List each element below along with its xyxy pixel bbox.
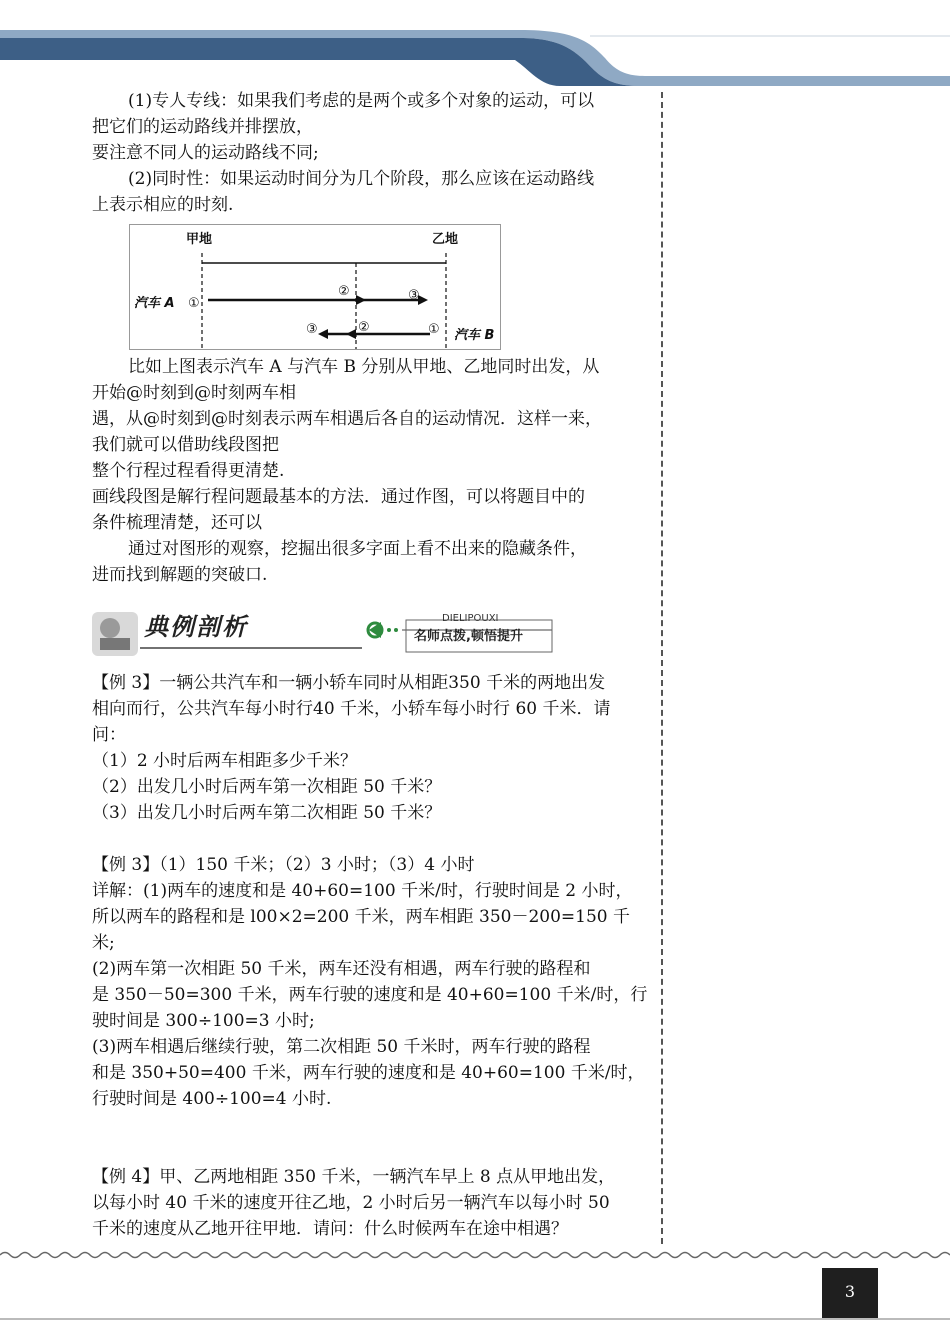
intro-line: 把它们的运动路线并排摆放， bbox=[92, 117, 313, 137]
banner-latin: DIELIPOUXI bbox=[442, 613, 499, 624]
car-a-label: 汽车 A bbox=[134, 296, 175, 311]
marker-1: ① bbox=[428, 322, 440, 337]
example3-question: （2）出发几小时后两车第一次相距 50 千米？ bbox=[92, 777, 442, 797]
example3-line: 相向而行，公共汽车每小时行40 千米，小轿车每小时行 60 千米．请 bbox=[92, 699, 611, 719]
example3-line: 问： bbox=[92, 725, 126, 745]
marker-3: ③ bbox=[408, 288, 420, 303]
place-b-label: 乙地 bbox=[432, 232, 459, 247]
answer3-line: (2)两车第一次相距 50 千米，两车还没有相遇，两车行驶的路程和 bbox=[92, 959, 591, 979]
header-band bbox=[0, 0, 950, 95]
explain-line: 我们就可以借助线段图把 bbox=[92, 435, 279, 455]
explain-line: 比如上图表示汽车 A 与汽车 B 分别从甲地、乙地同时出发，从 bbox=[128, 357, 600, 377]
explain-line: 通过对图形的观察，挖掘出很多字面上看不出来的隐藏条件， bbox=[128, 539, 587, 559]
page-number: 3 bbox=[822, 1268, 878, 1320]
page-content bbox=[92, 88, 658, 1242]
example4-line: 以每小时 40 千米的速度开往乙地，2 小时后另一辆汽车以每小时 50 bbox=[92, 1193, 610, 1213]
example3-line: 【例 3】一辆公共汽车和一辆小轿车同时从相距350 千米的两地出发 bbox=[92, 673, 606, 693]
explain-line: 整个行程过程看得更清楚. bbox=[92, 461, 285, 481]
example4-line: 【例 4】甲、乙两地相距 350 千米，一辆汽车早上 8 点从甲地出发， bbox=[92, 1167, 616, 1187]
answer3-head: 【例 3】（1）150 千米；（2）3 小时；（3）4 小时 bbox=[92, 855, 475, 875]
explain-line: 画线段图是解行程问题最基本的方法．通过作图，可以将题目中的 bbox=[92, 487, 585, 507]
place-a-label: 甲地 bbox=[186, 232, 213, 247]
marker-1: ① bbox=[188, 296, 200, 311]
example3-question: （1）2 小时后两车相距多少千米？ bbox=[92, 751, 358, 771]
section-banner bbox=[92, 604, 562, 662]
footer-divider bbox=[0, 1248, 950, 1262]
answer3-line: 驶时间是 300÷100=3 小时; bbox=[92, 1011, 315, 1031]
explain-line: 进而找到解题的突破口. bbox=[92, 565, 268, 585]
answer3-line: (3)两车相遇后继续行驶，第二次相距 50 千米时，两车行驶的路程 bbox=[92, 1037, 591, 1057]
route-diagram bbox=[129, 224, 501, 350]
answer3-line: 米; bbox=[92, 933, 115, 953]
answer3-line: 行驶时间是 400÷100=4 小时. bbox=[92, 1089, 332, 1109]
intro-line: 要注意不同人的运动路线不同; bbox=[92, 143, 319, 163]
banner-subtitle: 名师点拨,顿悟提升 bbox=[414, 629, 523, 644]
example3-question: （3）出发几小时后两车第二次相距 50 千米？ bbox=[92, 803, 442, 823]
intro-line: (1)专人专线：如果我们考虑的是两个或多个对象的运动，可以 bbox=[128, 91, 595, 111]
marker-2: ② bbox=[338, 284, 350, 299]
intro-line: (2)同时性：如果运动时间分为几个阶段，那么应该在运动路线 bbox=[128, 169, 595, 189]
intro-line: 上表示相应的时刻. bbox=[92, 195, 234, 215]
answer3-line: 是 350－50=300 千米，两车行驶的速度和是 40+60=100 千米/时，行 bbox=[92, 985, 648, 1005]
answer3-line: 详解：(1)两车的速度和是 40+60=100 千米/时，行驶时间是 2 小时， bbox=[92, 881, 633, 901]
banner-title: 典例剖析 bbox=[144, 612, 248, 641]
answer3-line: 和是 350+50=400 千米，两车行驶的速度和是 40+60=100 千米/时， bbox=[92, 1063, 645, 1083]
car-b-label: 汽车 B bbox=[454, 328, 495, 343]
explain-line: 遇，从@时刻到@时刻表示两车相遇后各自的运动情况．这样一来， bbox=[92, 409, 602, 429]
explain-line: 条件梳理清楚，还可以 bbox=[92, 513, 262, 533]
answer3-line: 所以两车的路程和是 l00×2=200 千米，两车相距 350－200=150 千 bbox=[92, 907, 631, 927]
vertical-divider bbox=[661, 92, 663, 1244]
marker-3: ③ bbox=[306, 322, 318, 337]
example4-line: 千米的速度从乙地开往甲地．请问：什么时候两车在途中相遇？ bbox=[92, 1219, 568, 1239]
bottom-rule bbox=[0, 1318, 950, 1320]
marker-2: ② bbox=[358, 320, 370, 335]
explain-line: 开始@时刻到@时刻两车相 bbox=[92, 383, 296, 403]
